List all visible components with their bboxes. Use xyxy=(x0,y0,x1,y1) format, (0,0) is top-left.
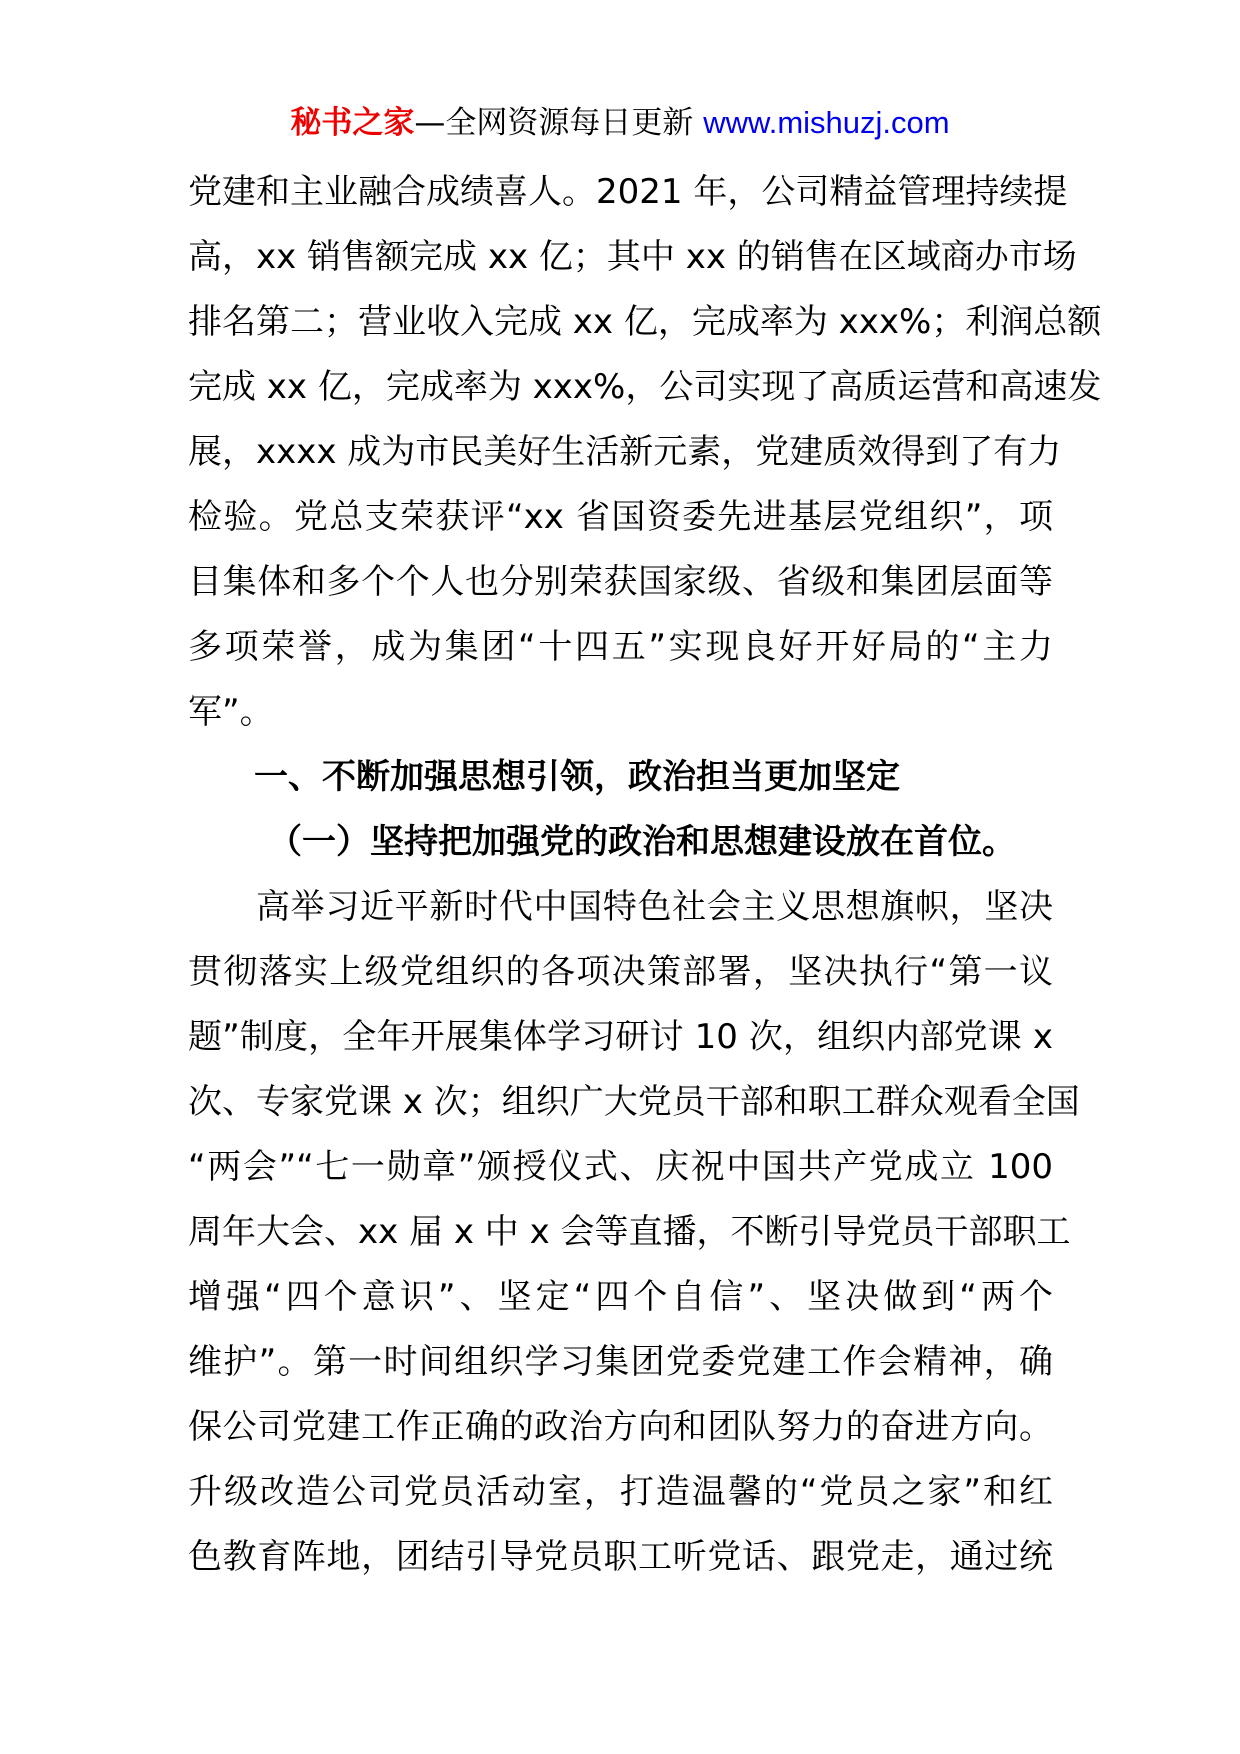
text-line: 完成 xx 亿，完成率为 xxx%，公司实现了高质运营和高速发 xyxy=(188,367,1102,407)
banner-tagline: —全网资源每日更新 xyxy=(414,105,694,141)
text-line: 多项荣誉，成为集团“十四五”实现良好开好局的“主力 xyxy=(188,627,1053,667)
text-line: “两会”“七一勋章”颁授仪式、庆祝中国共产党成立 100 xyxy=(188,1147,1053,1187)
text-line: 军”。 xyxy=(188,692,274,732)
text-line: 目集体和多个个人也分别荣获国家级、省级和集团层面等 xyxy=(188,562,1053,602)
text-line: 高，xx 销售额完成 xx 亿；其中 xx 的销售在区域商办市场 xyxy=(188,237,1077,277)
text-line: 展，xxxx 成为市民美好生活新元素，党建质效得到了有力 xyxy=(188,432,1062,472)
text-line: 次、专家党课 x 次；组织广大党员干部和职工群众观看全国 xyxy=(188,1082,1080,1122)
section-heading: 一、不断加强思想引领，政治担当更加坚定 xyxy=(254,757,900,797)
body-paragraph xyxy=(188,875,1080,1590)
text-line: 增强“四个意识”、坚定“四个自信”、坚决做到“两个 xyxy=(188,1277,1053,1317)
text-line: 维护”。第一时间组织学习集团党委党建工作会精神，确 xyxy=(188,1342,1053,1382)
site-banner xyxy=(0,100,1240,146)
text-line: 贯彻落实上级党组织的各项决策部署，坚决执行“第一议 xyxy=(188,952,1053,992)
text-line: 党建和主业融合成绩喜人。2021 年，公司精益管理持续提 xyxy=(188,172,1068,212)
text-line: 色教育阵地，团结引导党员职工听党话、跟党走，通过统 xyxy=(188,1537,1053,1577)
intro-paragraph xyxy=(188,160,1102,745)
text-line: 保公司党建工作正确的政治方向和团队努力的奋进方向。 xyxy=(188,1407,1053,1447)
subsection-heading: （一）坚持把加强党的政治和思想建设放在首位。 xyxy=(268,822,1016,862)
text-line: 检验。党总支荣获评“xx 省国资委先进基层党组织”，项 xyxy=(188,497,1053,537)
text-line: 高举习近平新时代中国特色社会主义思想旗帜，坚决 xyxy=(256,887,1053,927)
text-line: 周年大会、xx 届 x 中 x 会等直播，不断引导党员干部职工 xyxy=(188,1212,1071,1252)
document-body xyxy=(188,160,1102,1590)
text-line: 题”制度，全年开展集体学习研讨 10 次，组织内部党课 x xyxy=(188,1017,1053,1057)
text-line: 升级改造公司党员活动室，打造温馨的“党员之家”和红 xyxy=(188,1472,1053,1512)
text-line: 排名第二；营业收入完成 xx 亿，完成率为 xxx%；利润总额 xyxy=(188,302,1102,342)
brand-name: 秘书之家 xyxy=(290,105,415,141)
site-url-link[interactable]: www.mishuzj.com xyxy=(703,105,950,140)
